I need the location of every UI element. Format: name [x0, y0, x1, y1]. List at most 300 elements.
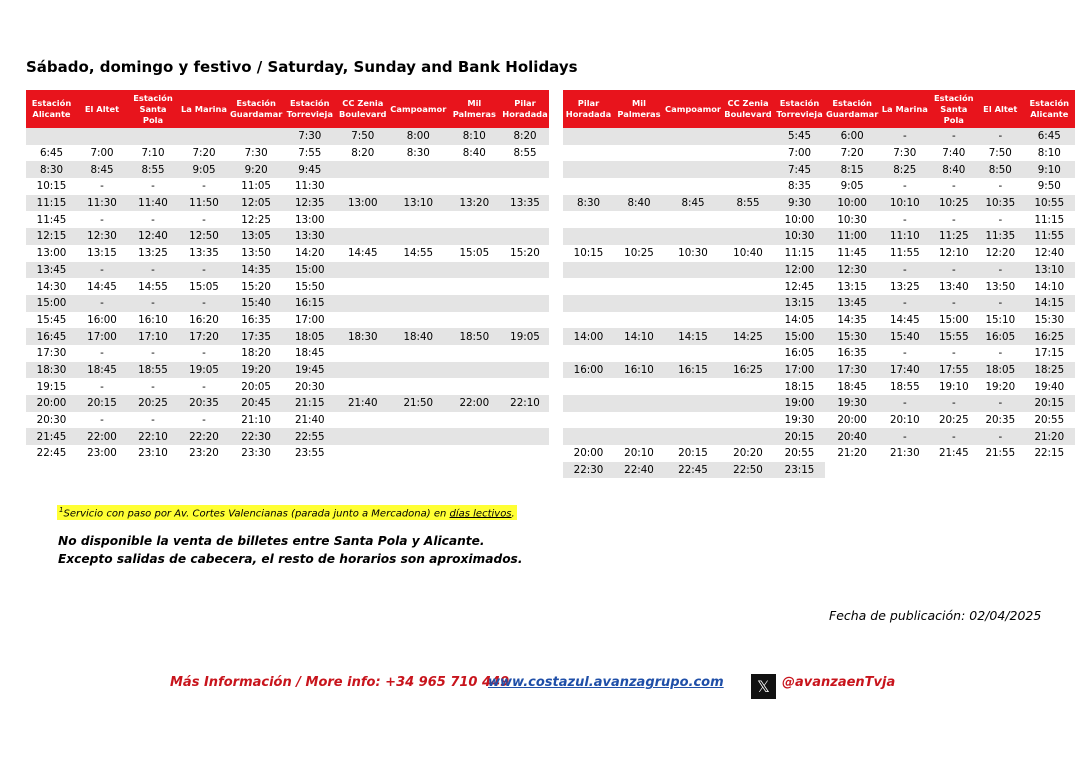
time-cell: 16:10: [138, 313, 168, 326]
time-cell: [389, 445, 447, 462]
time-cell: [614, 312, 664, 329]
time-cell: 20:30: [36, 414, 67, 427]
time-cell: 14:25: [722, 328, 774, 345]
time-cell: [389, 295, 447, 312]
time-cell: 11:55: [1023, 228, 1075, 245]
time-cell: 13:20: [447, 195, 501, 212]
time-cell: 12:25: [241, 213, 271, 226]
time-cell: 14:10: [614, 328, 664, 345]
time-cell: [563, 211, 614, 228]
time-cell: 20:10: [624, 447, 654, 460]
time-cell: [447, 161, 501, 178]
time-cell: [664, 378, 722, 395]
time-cell: 17:15: [1034, 347, 1065, 360]
time-cell: 12:10: [938, 247, 969, 260]
time-cell: [722, 278, 774, 295]
table-row: [563, 345, 1075, 362]
time-cell: 7:00: [787, 147, 812, 160]
time-cell: [336, 412, 389, 429]
time-cell: 10:40: [733, 247, 763, 260]
table-row: [26, 262, 549, 279]
column-header: Estación Torrevieja: [774, 90, 825, 128]
time-cell: -: [998, 180, 1003, 193]
time-cell: 13:50: [241, 247, 271, 260]
table-row: [563, 445, 1075, 462]
more-info-phone: Más Información / More info: +34 965 710 449: [170, 675, 510, 690]
table-row: [26, 245, 549, 262]
time-cell: 22:45: [664, 462, 722, 479]
footnote-marker: 1: [59, 506, 64, 514]
time-cell: 8:50: [977, 161, 1023, 178]
time-cell: [447, 362, 501, 379]
time-cell: [722, 312, 774, 329]
time-cell: -: [100, 347, 104, 360]
time-cell: 14:45: [347, 247, 378, 260]
website-link[interactable]: www.costazul.avanzagrupo.com: [488, 675, 724, 690]
time-cell: [614, 278, 664, 295]
time-cell: [336, 362, 389, 379]
time-cell: 10:15: [36, 180, 67, 193]
timetable-return: [563, 90, 1075, 478]
time-cell: 14:00: [563, 328, 614, 345]
time-cell: [447, 211, 501, 228]
column-header: CC Zenia Boulevard: [722, 90, 774, 128]
time-cell: [77, 128, 127, 145]
time-cell: 18:45: [837, 380, 867, 393]
time-cell: 6:00: [825, 128, 879, 145]
time-cell: 21:45: [26, 428, 77, 445]
time-cell: 11:50: [179, 195, 229, 212]
time-cell: 9:05: [179, 161, 229, 178]
time-cell: -: [100, 414, 104, 427]
time-cell: 12:40: [1034, 247, 1065, 260]
time-cell: [336, 312, 389, 329]
time-cell: [501, 211, 548, 228]
time-cell: [722, 262, 774, 279]
time-cell: [614, 345, 664, 362]
time-cell: 16:35: [241, 313, 271, 326]
table-row: [563, 178, 1075, 195]
time-cell: 11:10: [879, 228, 930, 245]
time-cell: 16:35: [837, 347, 867, 360]
table-row: [26, 378, 549, 395]
time-cell: 22:50: [722, 462, 774, 479]
column-header: Campoamor: [389, 90, 447, 128]
column-header: El Altet: [77, 90, 127, 128]
time-cell: 23:15: [774, 462, 825, 479]
time-cell: 19:20: [985, 380, 1016, 393]
page-title: Sábado, domingo y festivo / Saturday, Sunday and Bank Holidays: [26, 58, 578, 76]
time-cell: [447, 345, 501, 362]
time-cell: [722, 161, 774, 178]
time-cell: [722, 345, 774, 362]
time-cell: [614, 145, 664, 162]
time-cell: 13:10: [1023, 262, 1075, 279]
time-cell: [501, 262, 548, 279]
time-cell: 7:40: [942, 147, 966, 160]
time-cell: 8:40: [614, 195, 664, 212]
time-cell: [664, 262, 722, 279]
time-cell: [563, 412, 614, 429]
time-cell: -: [202, 347, 206, 360]
column-header: Pilar Horadada: [563, 90, 614, 128]
time-cell: 19:00: [774, 395, 825, 412]
time-cell: 13:35: [501, 195, 548, 212]
time-cell: 15:50: [294, 280, 325, 293]
column-header: Estación Guardamar: [229, 90, 283, 128]
time-cell: 16:45: [26, 328, 77, 345]
column-header: La Marina: [179, 90, 229, 128]
time-cell: [664, 278, 722, 295]
time-cell: -: [202, 213, 206, 226]
table-row: [26, 412, 549, 429]
time-cell: [336, 378, 389, 395]
time-cell: -: [930, 295, 977, 312]
time-cell: 13:35: [189, 247, 219, 260]
time-cell: 12:20: [985, 247, 1016, 260]
time-cell: -: [977, 262, 1023, 279]
time-cell: [664, 312, 722, 329]
time-cell: [563, 278, 614, 295]
time-cell: -: [100, 180, 104, 193]
table-row: [26, 445, 549, 462]
time-cell: 18:45: [294, 347, 325, 360]
time-cell: [501, 295, 548, 312]
time-cell: 10:30: [837, 213, 867, 226]
time-cell: [722, 412, 774, 429]
time-cell: [664, 345, 722, 362]
time-cell: [389, 178, 447, 195]
table-row: [563, 228, 1075, 245]
table-row: [563, 195, 1075, 212]
table-row: [563, 295, 1075, 312]
time-cell: 20:00: [573, 447, 604, 460]
time-cell: 16:15: [664, 362, 722, 379]
time-cell: 8:10: [1037, 147, 1061, 160]
time-cell: [664, 211, 722, 228]
time-cell: 13:25: [889, 280, 920, 293]
time-cell: -: [902, 213, 907, 226]
time-cell: [614, 295, 664, 312]
time-cell: 9:20: [229, 161, 283, 178]
time-cell: 17:30: [36, 347, 67, 360]
social-handle[interactable]: @avanzaenTvja: [782, 675, 896, 690]
time-cell: 13:25: [138, 247, 168, 260]
time-cell: -: [930, 262, 977, 279]
time-cell: 11:15: [784, 247, 815, 260]
time-cell: 16:15: [283, 295, 336, 312]
time-cell: -: [977, 295, 1023, 312]
time-cell: 15:20: [510, 247, 540, 260]
time-cell: [336, 445, 389, 462]
time-cell: [664, 145, 722, 162]
time-cell: [501, 278, 548, 295]
time-cell: 14:10: [1034, 280, 1065, 293]
time-cell: 10:00: [825, 195, 879, 212]
time-cell: 21:10: [241, 414, 271, 427]
table-row: [563, 145, 1075, 162]
time-cell: 8:10: [447, 128, 501, 145]
time-cell: [501, 228, 548, 245]
time-cell: 18:30: [336, 328, 389, 345]
time-cell: [722, 228, 774, 245]
time-cell: 19:20: [229, 362, 283, 379]
time-cell: 20:10: [889, 414, 920, 427]
time-cell: 11:45: [36, 213, 67, 226]
time-cell: 17:00: [294, 313, 325, 326]
time-cell: 9:05: [840, 180, 864, 193]
time-cell: 17:35: [229, 328, 283, 345]
table-row: [563, 362, 1075, 379]
time-cell: 15:55: [930, 328, 977, 345]
time-cell: [664, 178, 722, 195]
time-cell: 13:00: [36, 247, 67, 260]
time-cell: -: [127, 295, 179, 312]
time-cell: [722, 378, 774, 395]
time-cell: -: [202, 414, 206, 427]
time-cell: 20:55: [784, 447, 815, 460]
time-cell: 14:05: [784, 313, 815, 326]
time-cell: [614, 395, 664, 412]
table-row: [563, 412, 1075, 429]
x-logo-icon[interactable]: 𝕏: [751, 674, 776, 699]
table-row: [26, 295, 549, 312]
note-line: Excepto salidas de cabecera, el resto de horarios son aproximados.: [58, 552, 523, 566]
time-cell: 21:40: [336, 395, 389, 412]
time-cell: -: [100, 380, 104, 393]
time-cell: [447, 312, 501, 329]
time-cell: 20:05: [241, 380, 271, 393]
time-cell: 22:45: [36, 447, 67, 460]
time-cell: 23:10: [138, 447, 168, 460]
time-cell: 12:15: [26, 228, 77, 245]
time-cell: 8:30: [406, 147, 430, 160]
time-cell: 14:15: [664, 328, 722, 345]
time-cell: [389, 412, 447, 429]
table-row: [563, 428, 1075, 445]
table-row: [26, 145, 549, 162]
time-cell: 17:30: [825, 362, 879, 379]
time-cell: 14:35: [229, 262, 283, 279]
time-cell: 7:10: [141, 147, 165, 160]
time-cell: 18:15: [784, 380, 815, 393]
time-cell: 11:30: [294, 180, 325, 193]
time-cell: 18:45: [77, 362, 127, 379]
table-row: [26, 362, 549, 379]
time-cell: 12:30: [77, 228, 127, 245]
time-cell: [389, 312, 447, 329]
time-cell: 22:30: [563, 462, 614, 479]
time-cell: 13:15: [837, 280, 867, 293]
time-cell: [336, 262, 389, 279]
time-cell: 18:30: [26, 362, 77, 379]
column-header: Estación Santa Pola: [127, 90, 179, 128]
table-row: [26, 395, 549, 412]
time-cell: [614, 211, 664, 228]
column-header: Estación Alicante: [26, 90, 77, 128]
time-cell: 13:00: [336, 195, 389, 212]
time-cell: 14:55: [403, 247, 434, 260]
time-cell: 17:00: [774, 362, 825, 379]
time-cell: 11:25: [930, 228, 977, 245]
time-cell: 8:40: [462, 147, 486, 160]
time-cell: -: [202, 380, 206, 393]
time-cell: 11:30: [77, 195, 127, 212]
time-cell: 20:20: [733, 447, 763, 460]
time-cell: 9:50: [1037, 180, 1061, 193]
column-header: Estación Guardamar: [825, 90, 879, 128]
column-header: Estación Torrevieja: [283, 90, 336, 128]
time-cell: 10:15: [573, 247, 604, 260]
time-cell: 13:45: [825, 295, 879, 312]
time-cell: 19:40: [1034, 380, 1065, 393]
time-cell: 20:55: [1034, 414, 1065, 427]
time-cell: 12:40: [127, 228, 179, 245]
time-cell: 10:30: [774, 228, 825, 245]
notes: [58, 532, 522, 568]
time-cell: 8:55: [722, 195, 774, 212]
time-cell: 14:55: [138, 280, 168, 293]
table-row: [26, 195, 549, 212]
table-row: [26, 312, 549, 329]
time-cell: 9:45: [283, 161, 336, 178]
column-header: Mil Palmeras: [614, 90, 664, 128]
time-cell: [664, 412, 722, 429]
time-cell: 18:25: [1023, 362, 1075, 379]
time-cell: [389, 161, 447, 178]
time-cell: -: [977, 395, 1023, 412]
time-cell: 22:10: [127, 428, 179, 445]
time-cell: 11:00: [825, 228, 879, 245]
table-row: [563, 328, 1075, 345]
time-cell: 17:00: [77, 328, 127, 345]
table-row: [563, 395, 1075, 412]
time-cell: 8:30: [26, 161, 77, 178]
time-cell: [336, 178, 389, 195]
time-cell: [563, 161, 614, 178]
time-cell: 14:35: [837, 313, 867, 326]
time-cell: 19:30: [825, 395, 879, 412]
table-row: [563, 161, 1075, 178]
time-cell: 9:30: [774, 195, 825, 212]
time-cell: 14:45: [87, 280, 117, 293]
table-row: [26, 228, 549, 245]
time-cell: 17:55: [930, 362, 977, 379]
time-cell: [722, 395, 774, 412]
time-cell: 20:35: [985, 414, 1016, 427]
time-cell: 15:05: [189, 280, 219, 293]
time-cell: 16:05: [977, 328, 1023, 345]
time-cell: 16:20: [189, 313, 219, 326]
time-cell: [501, 428, 548, 445]
time-cell: 7:45: [774, 161, 825, 178]
time-cell: 7:20: [192, 147, 216, 160]
time-cell: 20:45: [229, 395, 283, 412]
time-cell: [664, 295, 722, 312]
time-cell: 23:55: [294, 447, 325, 460]
time-cell: 13:50: [985, 280, 1016, 293]
time-cell: [127, 128, 179, 145]
time-cell: -: [77, 295, 127, 312]
time-cell: [26, 128, 77, 145]
time-cell: 21:30: [889, 447, 920, 460]
time-cell: 8:25: [879, 161, 930, 178]
time-cell: 20:30: [294, 380, 325, 393]
time-cell: 21:55: [985, 447, 1016, 460]
table-row: [563, 278, 1075, 295]
time-cell: [336, 345, 389, 362]
time-cell: 14:30: [36, 280, 67, 293]
time-cell: 8:45: [664, 195, 722, 212]
time-cell: [336, 161, 389, 178]
column-header: El Altet: [977, 90, 1023, 128]
time-cell: -: [930, 128, 977, 145]
footnote-underlined: días lectivos: [449, 508, 512, 520]
time-cell: -: [879, 262, 930, 279]
time-cell: 13:15: [87, 247, 117, 260]
time-cell: [447, 262, 501, 279]
table-row: [563, 312, 1075, 329]
time-cell: 22:20: [179, 428, 229, 445]
time-cell: [563, 378, 614, 395]
time-cell: 15:40: [229, 295, 283, 312]
time-cell: [389, 345, 447, 362]
time-cell: 11:15: [26, 195, 77, 212]
time-cell: [563, 128, 614, 145]
time-cell: 8:30: [563, 195, 614, 212]
time-cell: 19:05: [179, 362, 229, 379]
table-row: [26, 278, 549, 295]
time-cell: [722, 295, 774, 312]
time-cell: 11:45: [837, 247, 867, 260]
time-cell: [447, 295, 501, 312]
time-cell: 21:45: [938, 447, 969, 460]
time-cell: 18:20: [241, 347, 271, 360]
time-cell: 21:15: [283, 395, 336, 412]
time-cell: -: [151, 180, 155, 193]
time-cell: [447, 445, 501, 462]
time-cell: 18:55: [127, 362, 179, 379]
time-cell: [389, 211, 447, 228]
time-cell: 15:30: [825, 328, 879, 345]
table-row: [563, 462, 1075, 479]
table-row: [26, 211, 549, 228]
time-cell: 20:15: [77, 395, 127, 412]
time-cell: [664, 428, 722, 445]
time-cell: 7:30: [283, 128, 336, 145]
time-cell: [563, 345, 614, 362]
time-cell: 11:55: [889, 247, 920, 260]
time-cell: [664, 128, 722, 145]
time-cell: [722, 428, 774, 445]
time-cell: [722, 128, 774, 145]
time-cell: 22:00: [77, 428, 127, 445]
time-cell: 18:05: [283, 328, 336, 345]
time-cell: 12:00: [774, 262, 825, 279]
table-row: [26, 328, 549, 345]
time-cell: [563, 178, 614, 195]
table-row: [563, 211, 1075, 228]
time-cell: 7:50: [988, 147, 1012, 160]
time-cell: 17:10: [127, 328, 179, 345]
time-cell: 8:20: [351, 147, 375, 160]
time-cell: [563, 295, 614, 312]
column-header: Estación Alicante: [1023, 90, 1075, 128]
footnote-text: Servicio con paso por Av. Cortes Valencianas (parada junto a Mercadona) en: [63, 508, 450, 520]
time-cell: [664, 161, 722, 178]
time-cell: [501, 312, 548, 329]
time-cell: 6:45: [1023, 128, 1075, 145]
